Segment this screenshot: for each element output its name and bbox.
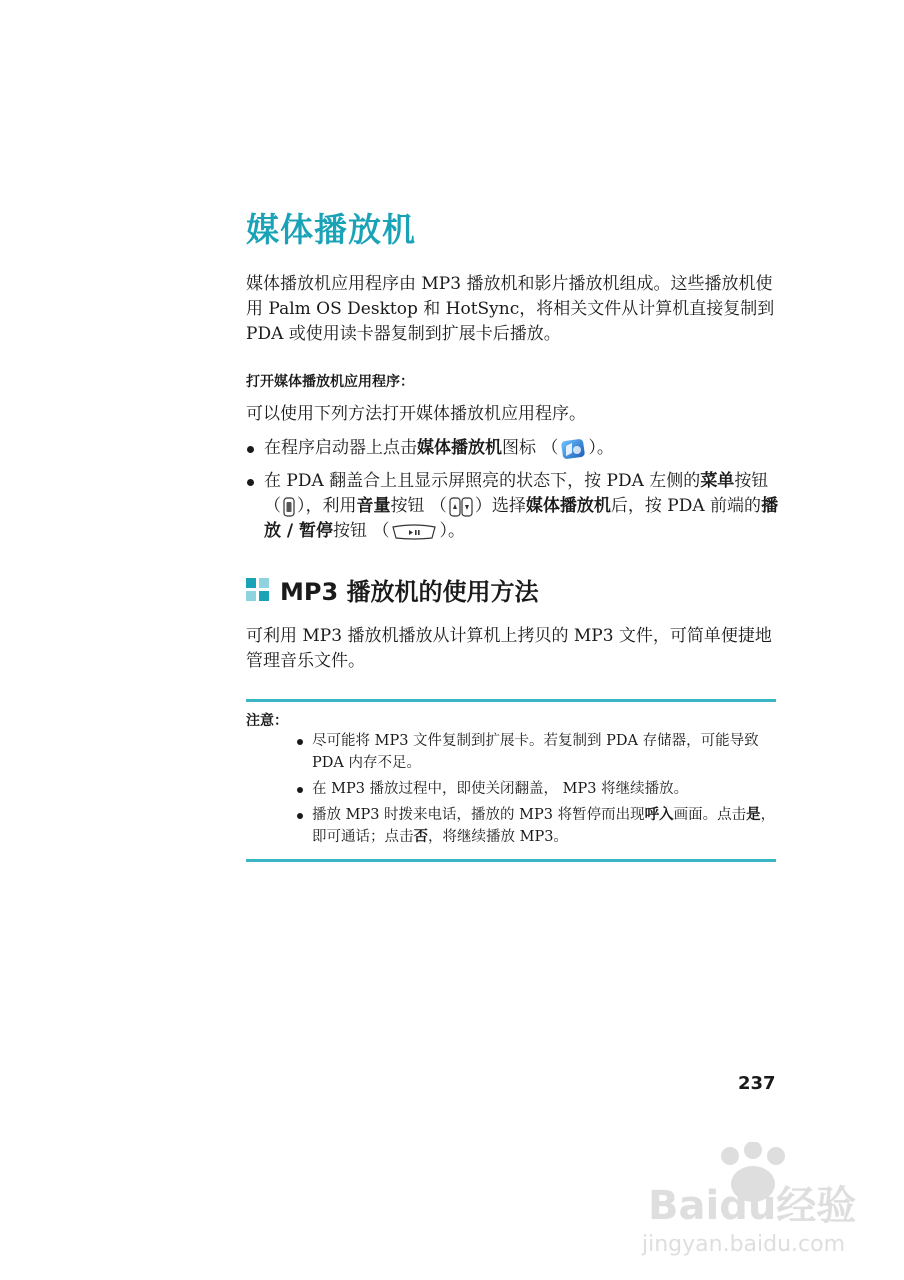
list-item: 在 MP3 播放过程中，即使关闭翻盖， MP3 将继续播放。: [296, 778, 778, 800]
section-square-icon: [246, 578, 270, 602]
mp3-section-heading: [246, 572, 539, 607]
watermark-url: jingyan.baidu.com: [642, 1232, 846, 1257]
baidu-watermark: [640, 1142, 880, 1272]
methods-lead: 可以使用下列方法打开媒体播放机应用程序。: [246, 404, 586, 424]
mp3-section-title: MP3 播放机的使用方法: [280, 578, 539, 606]
open-app-heading: 打开媒体播放机应用程序：: [246, 374, 414, 390]
media-player-icon: [560, 437, 586, 461]
note-label: 注意：: [246, 713, 288, 729]
intro-paragraph: 媒体播放机应用程序由 MP3 播放机和影片播放机组成。这些播放机使用 Palm OS Desktop 和 HotSync，将相关文件从计算机直接复制到 PDA 或使用读卡器复制到扩展卡后播放。: [246, 274, 775, 344]
menu-button-icon: [283, 497, 295, 517]
volume-button-icon: [449, 497, 473, 517]
mp3-paragraph: 可利用 MP3 播放机播放从计算机上拷贝的 MP3 文件，可简单便捷地管理音乐文件。: [246, 626, 772, 671]
list-item: 在 PDA 翻盖合上且显示屏照亮的状态下，按 PDA 左侧的菜单按钮 （ ），利用音量按钮 （ ）选择媒体播放机后，按 PDA 前端的播放 / 暂停按钮 （ ）。: [246, 469, 786, 544]
list-item: 播放 MP3 时拨来电话，播放的 MP3 将暂停而出现呼入画面。点击是，即可通话；点击否，将继续播放 MP3。: [296, 804, 778, 848]
play-pause-button-icon: [391, 524, 437, 540]
note-list: [296, 730, 778, 852]
page-number: 237: [738, 1073, 776, 1094]
note-box: [246, 699, 776, 862]
list-item: 尽可能将 MP3 文件复制到扩展卡。若复制到 PDA 存储器，可能导致 PDA 内存不足。: [296, 730, 778, 774]
watermark-brand: Baidu经验: [648, 1183, 857, 1229]
list-item: 在程序启动器上点击媒体播放机图标 （ ）。: [246, 436, 786, 461]
methods-list: [246, 436, 786, 552]
page-title: 媒体播放机: [246, 210, 416, 249]
